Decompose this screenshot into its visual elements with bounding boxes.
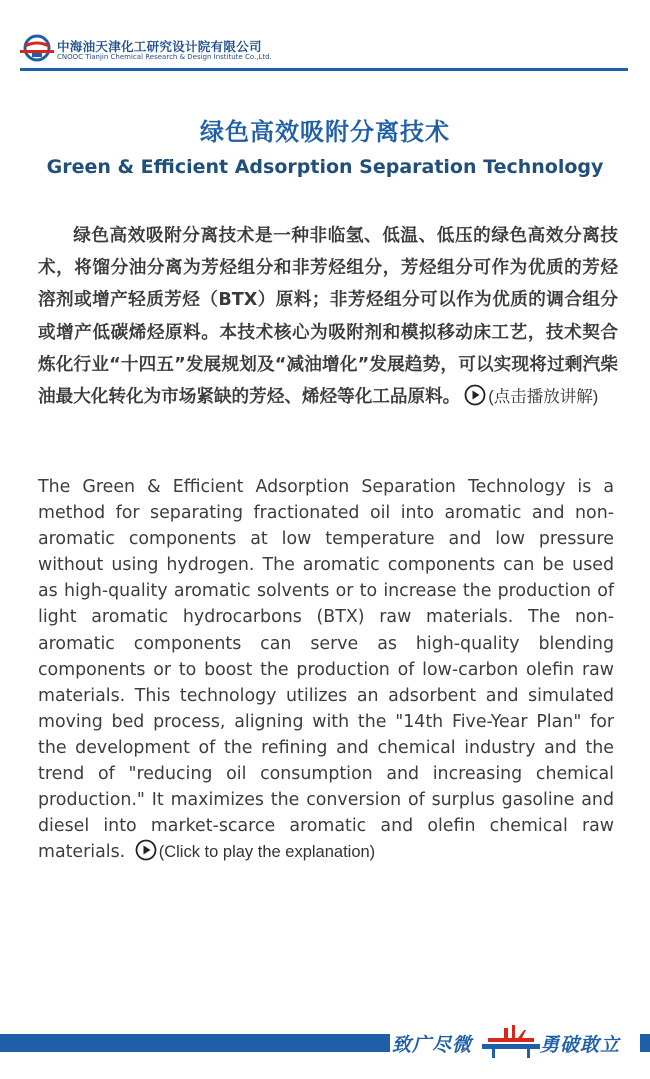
play-circle-icon[interactable] [135,839,157,861]
organization-name-cn: 中海油天津化工研究设计院有限公司 [57,39,262,54]
footer-bar [0,1034,390,1052]
footer [0,1022,650,1079]
description-cn [38,220,618,413]
description-en-text: The Green & Efficient Adsorption Separation Technology is a method for separating fractionated oil into aromatic and non-aromatic components at low temperature and low pressure without using hydrogen. The aromatic components can be used as high-quality aromatic solvents or to increase the production of light aromatic hydrocarbons (BTX) raw materials. The non-aromatic components can serve as high-quality blending components or to boost the production of low-carbon olefin raw materials. This technology utilizes an adsorbent and simulated moving bed process, aligning with the "14th Five-Year Plan" for the development of the refining and chemical industry and the trend of "reducing oil consumption and increasing chemical production." It maximizes the conversion of surplus gasoline and diesel into market-scarce aromatic and olefin chemical raw materials. [38,477,614,863]
description-en [38,474,614,865]
play-circle-icon[interactable] [464,384,486,406]
header [0,0,650,76]
organization-name-en: CNOOC Tianjin Chemical Research & Design Institute Co.,Ltd. [57,53,272,61]
description-cn-text: 绿色高效吸附分离技术是一种非临氢、低温、低压的绿色高效分离技术，将馏分油分离为芳烃组分和非芳烃组分，芳烃组分可作为优质的芳烃溶剂或增产轻质芳烃（BTX）原料；非芳烃组分可以作为优质的调合组分或增产低碳烯烃原料。本技术核心为吸附剂和模拟移动床工艺，技术契合炼化行业“十四五”发展规划及“减油增化”发展趋势，可以实现将过剩汽柴油最大化转化为市场紧缺的芳烃、烯烃等化工品原料。 [38,226,618,408]
footer-bar-end [640,1034,650,1052]
page-title-cn: 绿色高效吸附分离技术 [200,118,450,146]
header-divider [20,68,628,71]
slogan-2: 勇破敢立 [540,1034,621,1056]
play-explanation-link-en[interactable]: (Click to play the explanation) [158,843,376,862]
play-explanation-link-cn[interactable]: (点击播放讲解) [488,388,599,407]
offshore-platform-icon [482,1022,540,1058]
cnooc-logo-icon [20,33,54,63]
page-title-en: Green & Efficient Adsorption Separation Technology [46,156,604,178]
slogan-1: 致广尽微 [392,1034,473,1056]
